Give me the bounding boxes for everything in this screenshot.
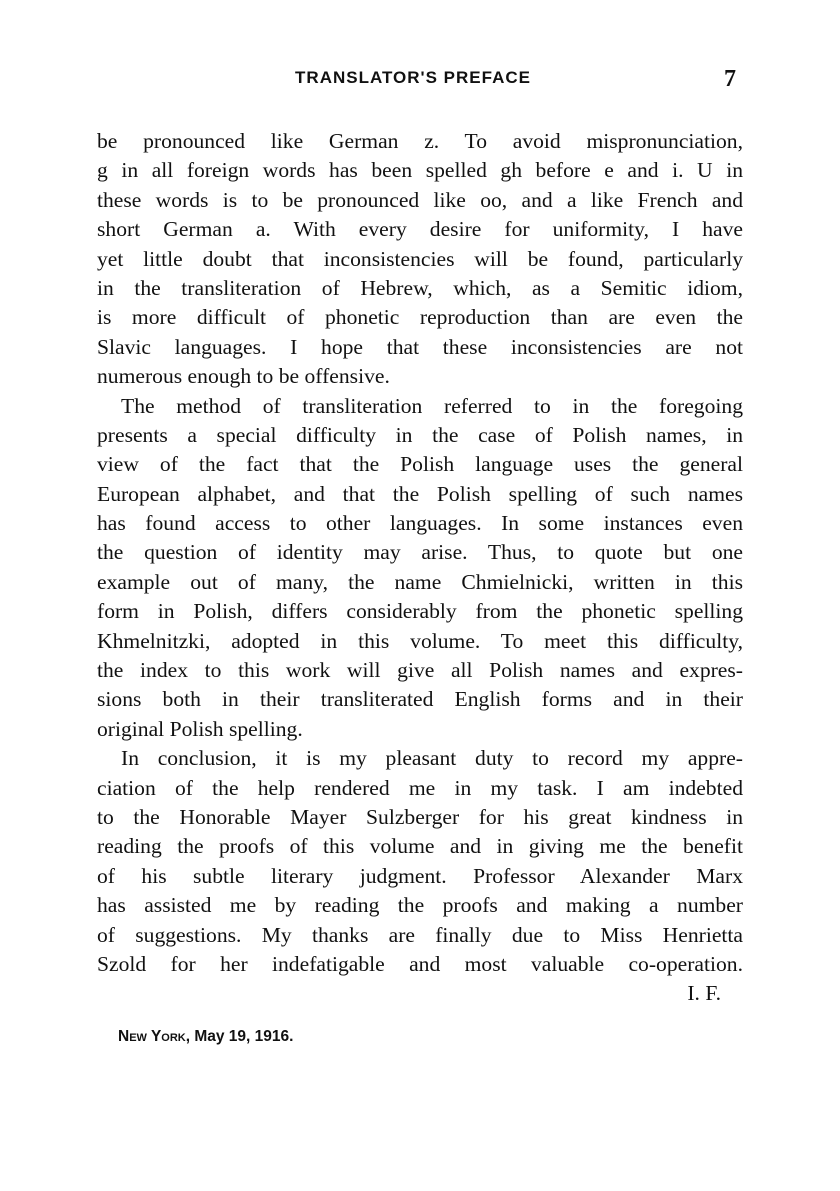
text-line: to the Honorable Mayer Sulzberger for his great kindness in — [97, 804, 743, 829]
text-line: Slavic languages. I hope that these inconsistencies are not — [97, 334, 743, 359]
paragraph — [97, 127, 743, 392]
text-line: In conclusion, it is my pleasant duty to record my appre- — [121, 746, 743, 771]
paragraph — [97, 744, 743, 979]
page-number: 7 — [724, 66, 736, 92]
dateline — [118, 1028, 293, 1046]
text-line: the question of identity may arise. Thus, to quote but one — [97, 540, 743, 565]
text-line: has assisted me by reading the proofs and making a number — [97, 893, 743, 918]
page-header — [0, 66, 840, 96]
text-line: Khmelnitzki, adopted in this volume. To meet this difficulty, — [97, 628, 743, 653]
text-line: these words is to be pronounced like oo, and a like French and — [97, 187, 743, 212]
text-line: ciation of the help rendered me in my task. I am indebted — [97, 775, 743, 800]
text-line: example out of many, the name Chmielnicki, written in this — [97, 569, 743, 594]
text-line: g in all foreign words has been spelled gh before e and i. U in — [97, 158, 743, 183]
text-line: yet little doubt that inconsistencies will be found, particularly — [97, 246, 743, 271]
text-line: in the transliteration of Hebrew, which, as a Semitic idiom, — [97, 275, 743, 300]
text-line: original Polish spelling. — [97, 716, 303, 741]
text-line: Szold for her indefatigable and most valuable co-operation. — [97, 951, 743, 976]
text-line: form in Polish, differs considerably from the phonetic spelling — [97, 599, 743, 624]
running-title: TRANSLATOR'S PREFACE — [295, 68, 531, 87]
text-line: The method of transliteration referred to in the foregoing — [121, 393, 743, 418]
text-line: be pronounced like German z. To avoid mispronunciation, — [97, 129, 743, 153]
dateline-place: New York — [118, 1028, 186, 1045]
text-line: of his subtle literary judgment. Professor Alexander Marx — [97, 863, 743, 888]
text-line: the index to this work will give all Polish names and expres- — [97, 658, 743, 683]
text-line: short German a. With every desire for uniformity, I have — [97, 217, 743, 242]
text-line: presents a special difficulty in the case of Polish names, in — [97, 422, 743, 447]
text-line: reading the proofs of this volume and in giving me the benefit — [97, 834, 743, 859]
signature: I. F. — [687, 981, 721, 1006]
text-line: numerous enough to be offensive. — [97, 364, 390, 389]
text-line: is more difficult of phonetic reproduction than are even the — [97, 305, 743, 330]
dateline-date: , May 19, 1916. — [185, 1028, 294, 1045]
text-line: of suggestions. My thanks are finally due to Miss Henrietta — [97, 922, 743, 947]
text-line: view of the fact that the Polish language uses the general — [97, 452, 743, 477]
text-line: has found access to other languages. In some instances even — [97, 511, 743, 536]
preface-body — [97, 127, 743, 1009]
paragraph — [97, 392, 743, 745]
text-line: European alphabet, and that the Polish spelling of such names — [97, 481, 743, 506]
text-line: sions both in their transliterated English forms and in their — [97, 687, 743, 712]
